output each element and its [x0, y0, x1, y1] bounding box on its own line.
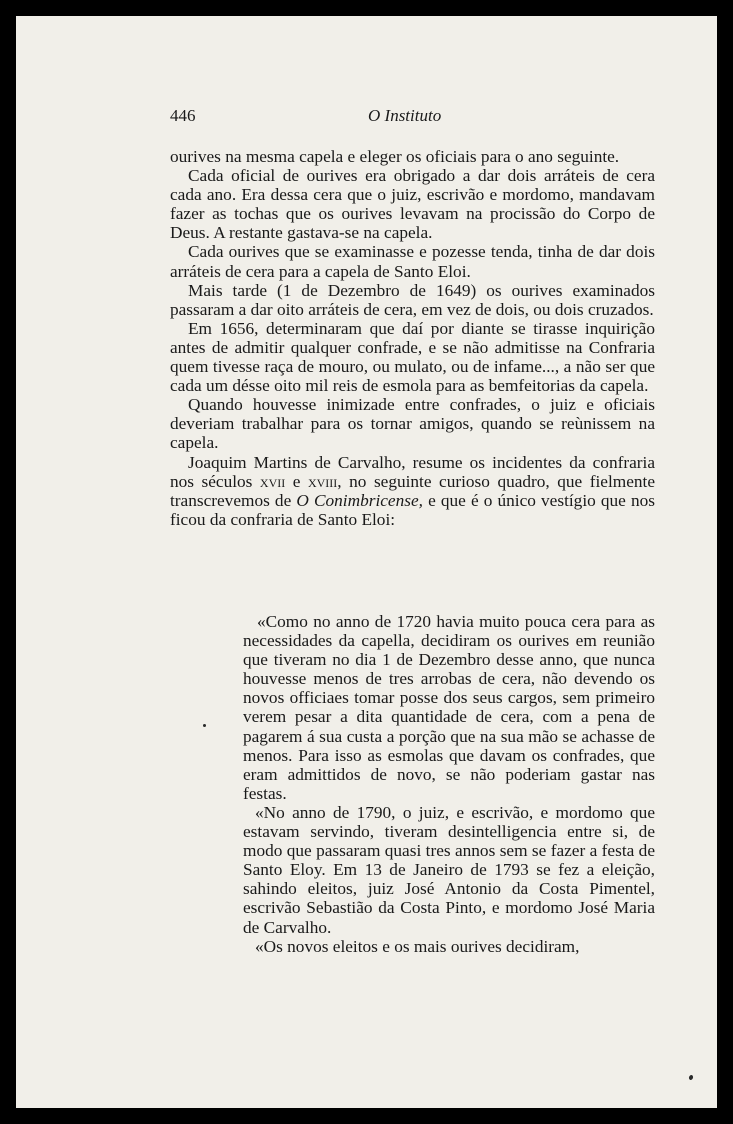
- ink-speck: [688, 1074, 693, 1080]
- body-paragraph: Cada ourives que se examinasse e pozesse tenda, tinha de dar dois arráteis de cera para a capela de Santo Eloi.: [170, 242, 655, 281]
- body-paragraph: Quando houvesse inimizade entre confrades, o juiz e oficiais deveriam trabalhar para os tornar amigos, quando se reùnissem na capela.: [170, 395, 655, 453]
- body-paragraph: Mais tarde (1 de Dezembro de 1649) os ourives examinados passaram a dar oito arráteis de cera, em vez de dois, ou dois cruzados.: [170, 280, 655, 319]
- scanned-page: [16, 16, 717, 1108]
- page-number: 446: [170, 106, 196, 125]
- quote-paragraph: «Como no anno de 1720 havia muito pouca cera para as necessidades da capella, decidiram os ourives em reunião que tiveram no dia 1 de Dezembro desse anno, que nunca houvesse menos de tres arrobas de cera, não devendo os novos officiaes tomar posse dos seus cargos, sem primeiro verem pesar a dita quantidade de cera, com a pena de pagarem á sua custa a porção que na sua mão se achasse de menos. Para isso as esmolas que davam os confrades, que eram admittidos de novo, se não poderiam gastar nas festas.: [243, 612, 655, 803]
- body-paragraph: ourives na mesma capela e eleger os oficiais para o ano seguinte.: [170, 147, 620, 166]
- body-paragraph: Em 1656, determinaram que daí por diante se tirasse inquirição antes de admitir qualquer confrade, e se não admitisse na Confraria quem tivesse raça de mouro, ou mulato, ou de infame..., a não ser que cada um désse oito mil reis de esmola para as bemfeitorias da capela.: [170, 318, 655, 396]
- page-header: [170, 106, 550, 136]
- body-paragraph-citation: [170, 453, 655, 529]
- quote-paragraph: «Os novos eleitos e os mais ourives decidiram,: [255, 936, 580, 956]
- source-title: O Conimbricense,: [296, 490, 423, 510]
- citation-text: e que é o único vestígio que nos ficou da confraria de Santo Eloi:: [170, 490, 655, 529]
- body-paragraph: Cada oficial de ourives era obrigado a dar dois arráteis de cera cada ano. Era dessa cera que o juiz, escrivão e mordomo, mandavam fazer as tochas que os ourives levavam na procissão do Corpo de Deus. A restante gastava-se na capela.: [170, 166, 655, 243]
- century-numeral: xvii: [259, 471, 286, 491]
- citation-text: Joaquim Martins de Carvalho, resume os incidentes da confraria nos séculos: [170, 452, 655, 491]
- century-numeral: xviii: [307, 471, 338, 491]
- quote-paragraph: «No anno de 1790, o juiz, e escrivão, e mordomo que estavam servindo, tiveram desintelligencia entre si, de modo que passaram quasi tres annos sem se fazer a festa de Santo Eloy. Em 13 de Janeiro de 1793 se fez a eleição, sahindo eleitos, juiz José Antonio da Costa Pimentel, escrivão Sebastião da Costa Pinto, e mordomo José Maria de Carvalho.: [243, 802, 655, 937]
- running-title: O Instituto: [368, 106, 442, 125]
- citation-text: e: [285, 471, 308, 491]
- body-text: [170, 147, 655, 529]
- block-quote: [243, 612, 655, 956]
- ink-speck: [203, 724, 206, 727]
- citation-text: , no seguinte curioso quadro, que fielmente transcrevemos de: [170, 471, 655, 510]
